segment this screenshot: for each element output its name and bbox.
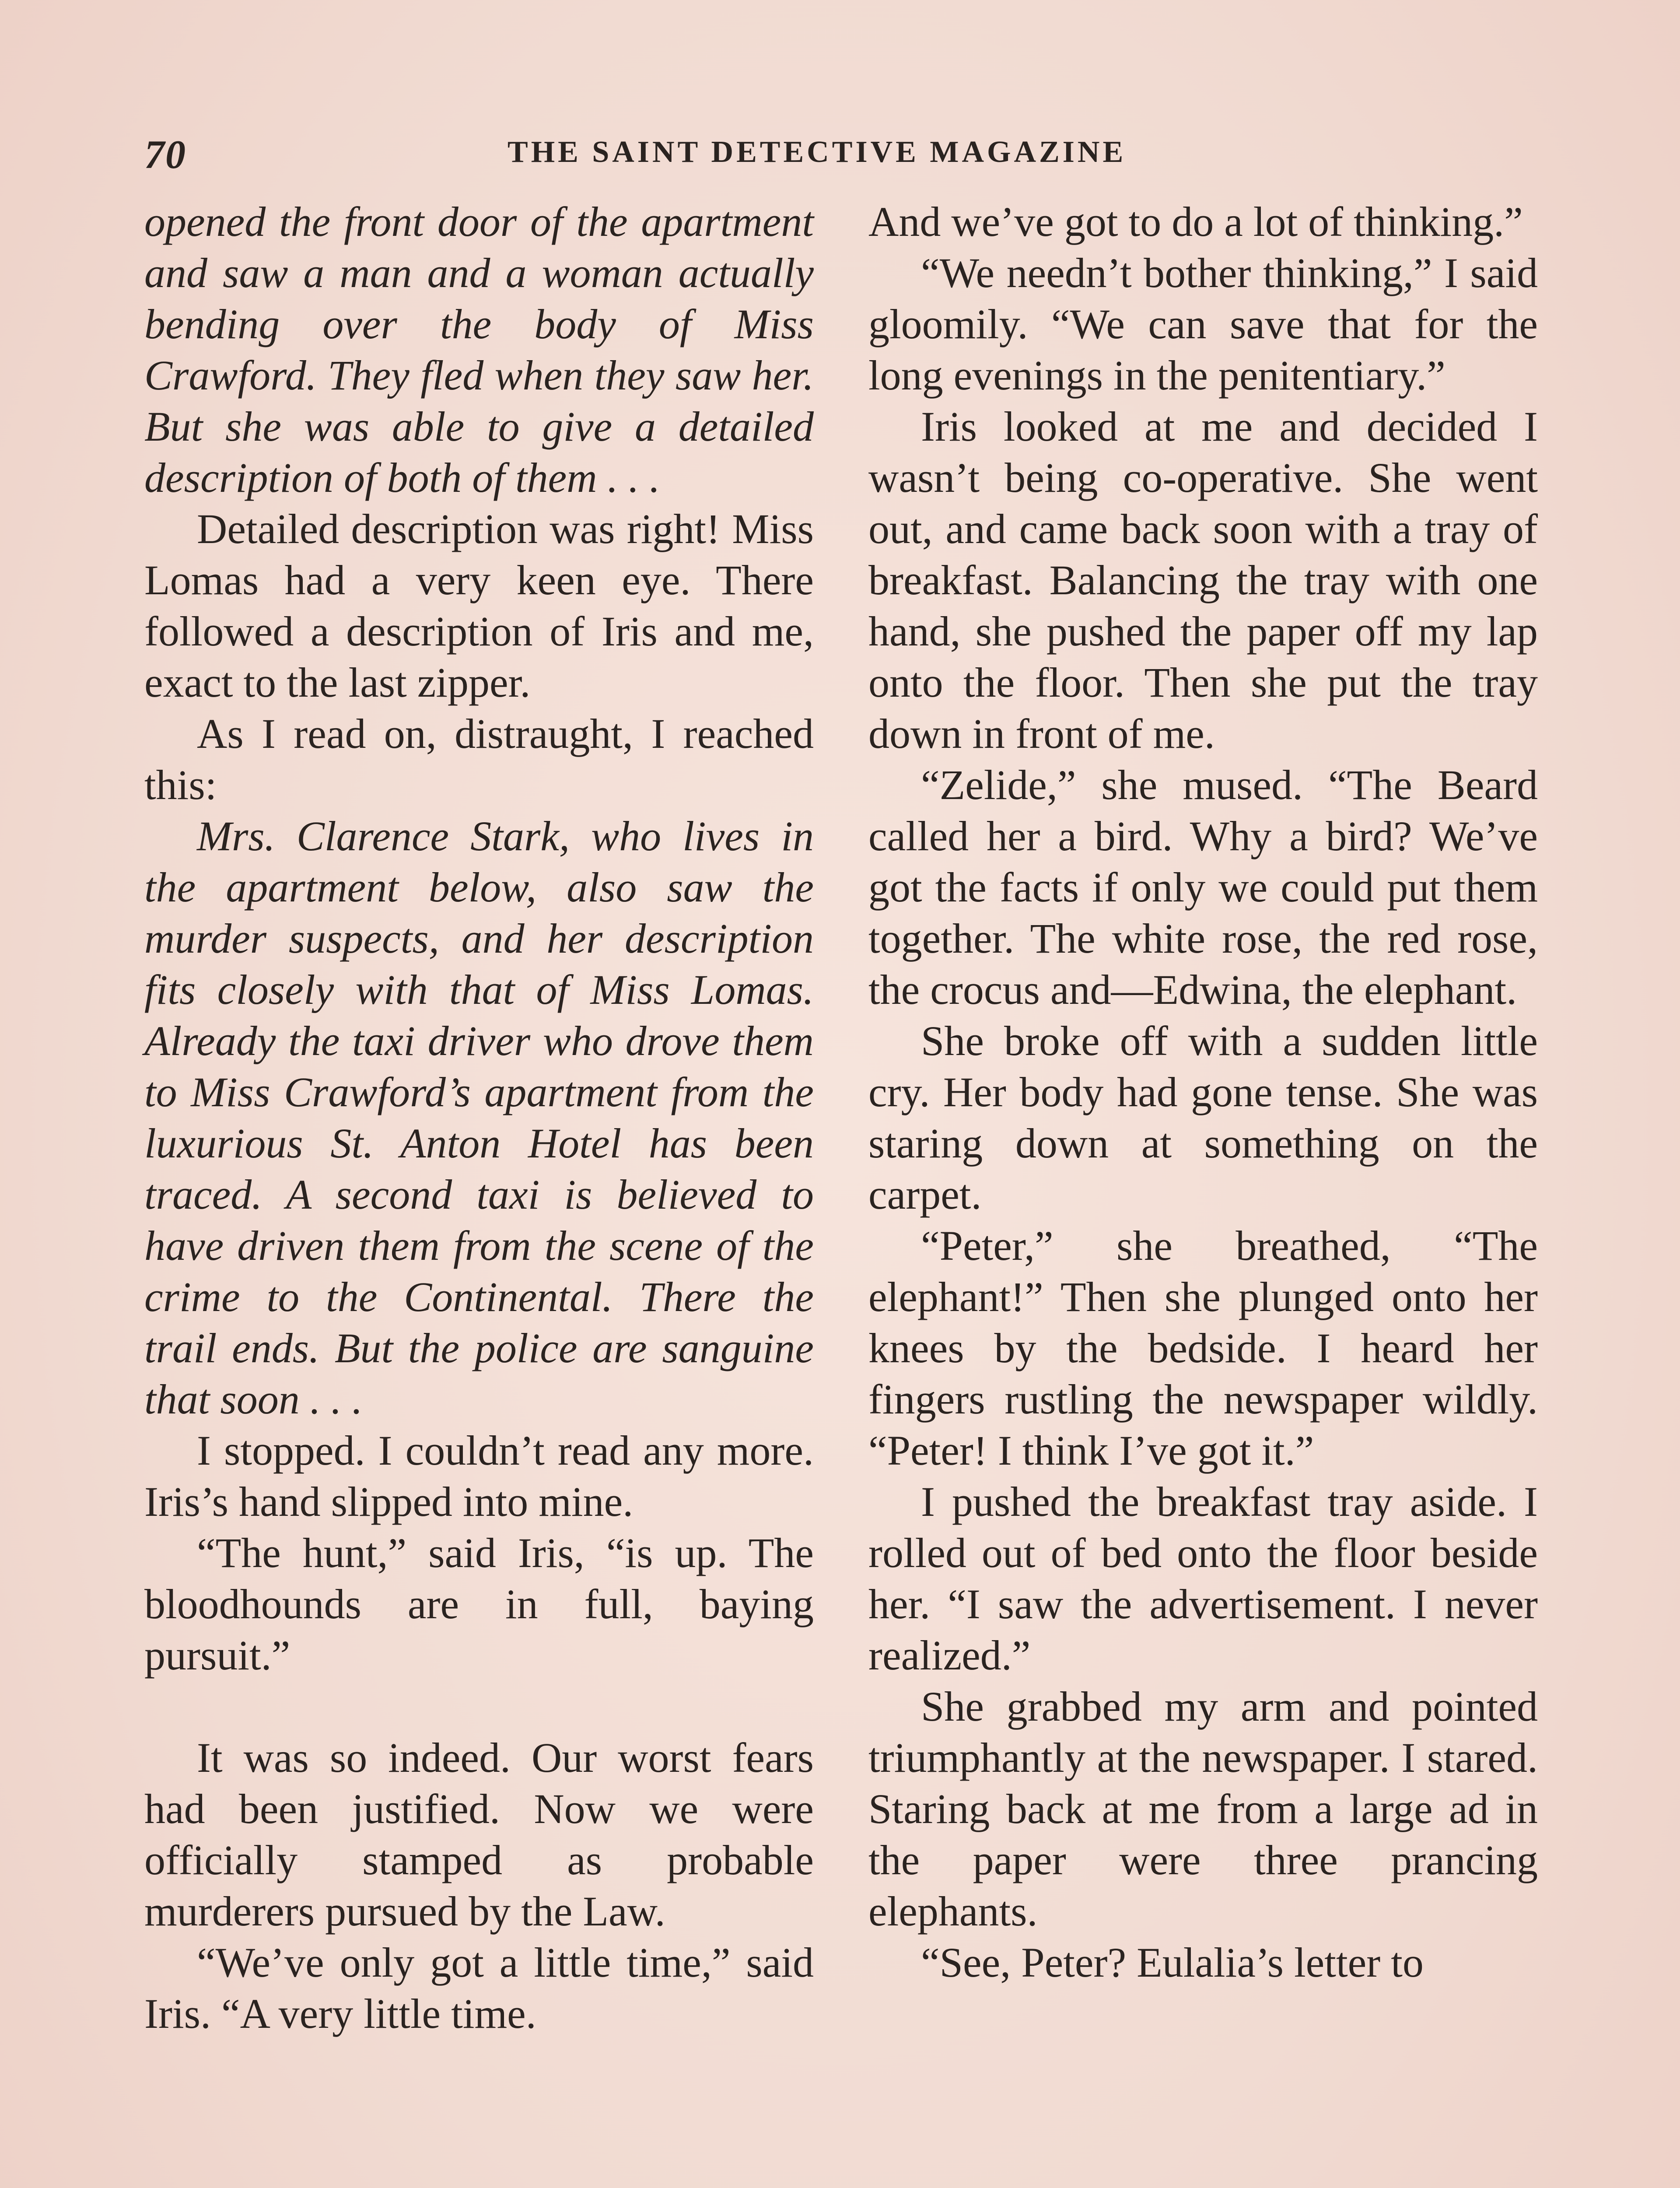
paragraph: Mrs. Clarence Stark, who lives in the apartment below, also saw the murder suspects, and her description fits closely with that of Miss Lomas. Already the taxi driver who drove them to Miss Crawford’s apartment from the luxurious St. Anton Hotel has been traced. A second taxi is believed to have driven them from the scene of the crime to the Continental. There the trail ends. But the police are sanguine that soon . . . — [144, 813, 814, 1423]
paragraph: Iris looked at me and decided I wasn’t being co-operative. She went out, and came back soon with a tray of breakfast. Balancing the tray with one hand, she pushed the paper off my lap onto the floor. Then she put the tray down in front of me. — [868, 403, 1538, 757]
left-column — [144, 196, 814, 2039]
paragraph: “See, Peter? Eulalia’s letter to — [921, 1939, 1424, 1986]
paragraph: “The hunt,” said Iris, “is up. The bloodhounds are in full, baying pursuit.” — [144, 1529, 814, 1679]
paragraph: “We’ve only got a little time,” said Iris. “A very little time. — [144, 1939, 814, 2037]
page-header — [144, 131, 1544, 175]
page-number: 70 — [144, 132, 186, 177]
right-column — [868, 196, 1538, 1988]
paragraph: And we’ve got to do a lot of thinking.” — [868, 198, 1523, 245]
paragraph: opened the front door of the apartment and saw a man and a woman actually bending over the body of Miss Crawford. They fled when they saw her. But she was able to give a detailed description of both of them . . . — [144, 198, 814, 501]
running-head: THE SAINT DETECTIVE MAGAZINE — [508, 135, 1127, 169]
paragraph: “We needn’t bother thinking,” I said gloomily. “We can save that for the long evenings in the penitentiary.” — [868, 249, 1538, 399]
paragraph: “Zelide,” she mused. “The Beard called her a bird. Why a bird? We’ve got the facts if only we could put them together. The white rose, the red rose, the crocus and—Edwina, the elephant. — [868, 761, 1538, 1013]
paragraph: Detailed description was right! Miss Lomas had a very keen eye. There followed a description of Iris and me, exact to the last zipper. — [144, 505, 814, 706]
paragraph: I pushed the breakfast tray aside. I rolled out of bed onto the floor beside her. “I saw the advertisement. I never realized.” — [868, 1478, 1538, 1679]
paragraph: “Peter,” she breathed, “The elephant!” Then she plunged onto her knees by the bedside. I heard her fingers rustling the newspaper wildly. “Peter! I think I’ve got it.” — [868, 1222, 1538, 1474]
paragraph: It was so indeed. Our worst fears had been justified. Now we were officially stamped as probable murderers pursued by the Law. — [144, 1734, 814, 1935]
paragraph: She grabbed my arm and pointed triumphantly at the newspaper. I stared. Staring back at me from a large ad in the paper were three prancing elephants. — [868, 1683, 1538, 1935]
paragraph: As I read on, distraught, I reached this: — [144, 710, 814, 808]
paragraph: I stopped. I couldn’t read any more. Iris’s hand slipped into mine. — [144, 1427, 814, 1525]
paragraph: She broke off with a sudden little cry. Her body had gone tense. She was staring down at something on the carpet. — [868, 1017, 1538, 1218]
